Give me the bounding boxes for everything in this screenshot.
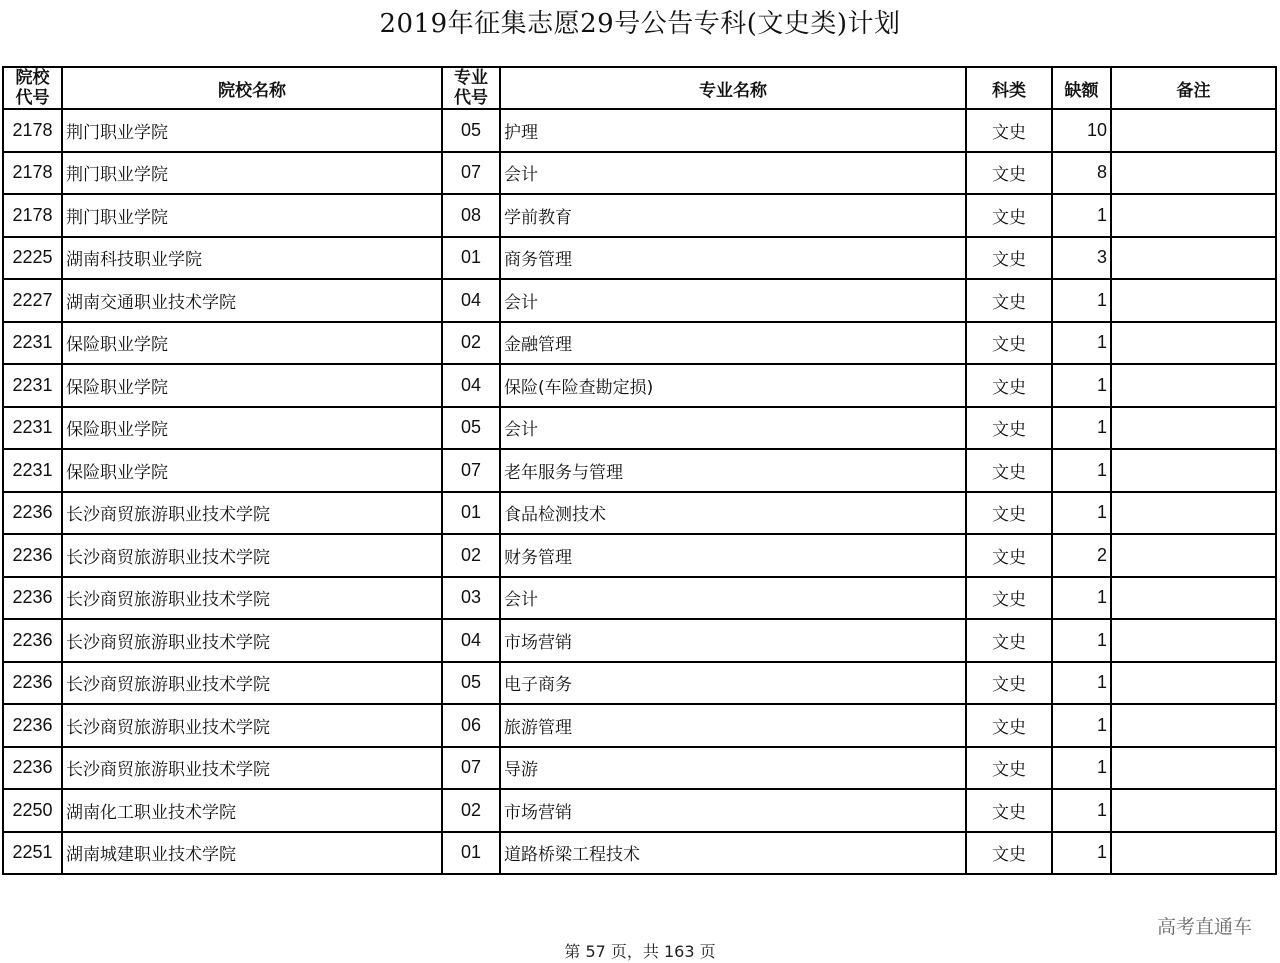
major-code: 04 [442, 364, 500, 407]
header-school-code-line1: 院校 [15, 68, 50, 88]
quota: 1 [1052, 577, 1111, 620]
school-code: 2231 [3, 364, 62, 407]
category: 文史 [966, 619, 1052, 662]
school-code: 2178 [3, 194, 62, 237]
remark [1111, 109, 1276, 152]
school-code: 2231 [3, 449, 62, 492]
school-code: 2236 [3, 577, 62, 620]
header-school-code-line2: 代号 [15, 88, 50, 108]
header-major-code-line2: 代号 [454, 88, 488, 108]
major-name: 市场营销 [500, 619, 966, 662]
page-footer: 第 57 页，共 163 页 [564, 942, 716, 961]
category: 文史 [966, 747, 1052, 790]
school-name: 长沙商贸旅游职业技术学院 [62, 619, 442, 662]
quota: 1 [1052, 662, 1111, 705]
quota: 1 [1052, 832, 1111, 875]
school-name: 长沙商贸旅游职业技术学院 [62, 662, 442, 705]
major-code: 01 [442, 237, 500, 280]
major-name: 会计 [500, 279, 966, 322]
school-name: 长沙商贸旅游职业技术学院 [62, 577, 442, 620]
school-name: 长沙商贸旅游职业技术学院 [62, 704, 442, 747]
school-code: 2178 [3, 152, 62, 195]
quota: 1 [1052, 279, 1111, 322]
category: 文史 [966, 152, 1052, 195]
major-name: 食品检测技术 [500, 492, 966, 535]
school-name: 湖南交通职业技术学院 [62, 279, 442, 322]
major-code: 05 [442, 407, 500, 450]
school-name: 荆门职业学院 [62, 152, 442, 195]
school-code: 2236 [3, 492, 62, 535]
major-code: 07 [442, 152, 500, 195]
header-school-name: 院校名称 [62, 67, 442, 109]
quota: 2 [1052, 534, 1111, 577]
school-name: 湖南化工职业技术学院 [62, 789, 442, 832]
remark [1111, 194, 1276, 237]
table-row [3, 279, 1276, 322]
school-name: 保险职业学院 [62, 322, 442, 365]
major-code: 04 [442, 619, 500, 662]
header-major-code-line1: 专业 [454, 68, 488, 88]
school-code: 2231 [3, 407, 62, 450]
major-name: 学前教育 [500, 194, 966, 237]
category: 文史 [966, 407, 1052, 450]
table-row [3, 619, 1276, 662]
school-code: 2178 [3, 109, 62, 152]
quota: 1 [1052, 449, 1111, 492]
header-quota: 缺额 [1052, 67, 1111, 109]
table-row [3, 662, 1276, 705]
major-name: 电子商务 [500, 662, 966, 705]
school-name: 长沙商贸旅游职业技术学院 [62, 492, 442, 535]
major-name: 市场营销 [500, 789, 966, 832]
major-code: 05 [442, 662, 500, 705]
table-row [3, 109, 1276, 152]
major-name: 道路桥梁工程技术 [500, 832, 966, 875]
school-code: 2231 [3, 322, 62, 365]
table-row [3, 534, 1276, 577]
category: 文史 [966, 279, 1052, 322]
table-row [3, 704, 1276, 747]
major-code: 04 [442, 279, 500, 322]
major-code: 01 [442, 832, 500, 875]
table-row [3, 152, 1276, 195]
table-row [3, 407, 1276, 450]
major-name: 老年服务与管理 [500, 449, 966, 492]
major-name: 会计 [500, 407, 966, 450]
category: 文史 [966, 577, 1052, 620]
school-code: 2236 [3, 747, 62, 790]
category: 文史 [966, 534, 1052, 577]
major-name: 旅游管理 [500, 704, 966, 747]
remark [1111, 577, 1276, 620]
quota: 1 [1052, 364, 1111, 407]
school-code: 2225 [3, 237, 62, 280]
quota: 1 [1052, 619, 1111, 662]
school-code: 2236 [3, 662, 62, 705]
category: 文史 [966, 322, 1052, 365]
major-code: 05 [442, 109, 500, 152]
remark [1111, 407, 1276, 450]
category: 文史 [966, 449, 1052, 492]
quota: 1 [1052, 747, 1111, 790]
remark [1111, 662, 1276, 705]
school-code: 2236 [3, 619, 62, 662]
major-code: 07 [442, 449, 500, 492]
remark [1111, 789, 1276, 832]
category: 文史 [966, 704, 1052, 747]
remark [1111, 322, 1276, 365]
table-row [3, 577, 1276, 620]
quota: 10 [1052, 109, 1111, 152]
school-name: 保险职业学院 [62, 407, 442, 450]
category: 文史 [966, 109, 1052, 152]
header-major-name: 专业名称 [500, 67, 966, 109]
watermark: 高考直通车 [1156, 916, 1252, 938]
major-name: 财务管理 [500, 534, 966, 577]
school-name: 保险职业学院 [62, 449, 442, 492]
school-name: 荆门职业学院 [62, 109, 442, 152]
school-name: 长沙商贸旅游职业技术学院 [62, 534, 442, 577]
quota: 1 [1052, 194, 1111, 237]
table-row [3, 322, 1276, 365]
header-major-code [442, 67, 500, 109]
school-name: 长沙商贸旅游职业技术学院 [62, 747, 442, 790]
quota: 1 [1052, 704, 1111, 747]
quota: 1 [1052, 322, 1111, 365]
major-name: 保险(车险查勘定损) [500, 364, 966, 407]
major-code: 08 [442, 194, 500, 237]
major-code: 01 [442, 492, 500, 535]
school-code: 2236 [3, 704, 62, 747]
remark [1111, 832, 1276, 875]
quota: 1 [1052, 492, 1111, 535]
school-name: 荆门职业学院 [62, 194, 442, 237]
remark [1111, 492, 1276, 535]
school-name: 湖南城建职业技术学院 [62, 832, 442, 875]
remark [1111, 449, 1276, 492]
header-remark: 备注 [1111, 67, 1276, 109]
major-code: 02 [442, 322, 500, 365]
remark [1111, 279, 1276, 322]
table-header-row [3, 67, 1276, 109]
table-row [3, 364, 1276, 407]
plan-table [2, 66, 1277, 875]
category: 文史 [966, 492, 1052, 535]
remark [1111, 237, 1276, 280]
table-row [3, 194, 1276, 237]
table-row [3, 832, 1276, 875]
remark [1111, 619, 1276, 662]
table-row [3, 789, 1276, 832]
major-name: 导游 [500, 747, 966, 790]
major-code: 02 [442, 534, 500, 577]
school-code: 2236 [3, 534, 62, 577]
category: 文史 [966, 789, 1052, 832]
category: 文史 [966, 194, 1052, 237]
quota: 1 [1052, 407, 1111, 450]
major-code: 03 [442, 577, 500, 620]
major-name: 会计 [500, 577, 966, 620]
remark [1111, 747, 1276, 790]
category: 文史 [966, 237, 1052, 280]
page-title: 2019年征集志愿29号公告专科(文史类)计划 [379, 9, 901, 39]
school-code: 2251 [3, 832, 62, 875]
major-code: 02 [442, 789, 500, 832]
table-row [3, 449, 1276, 492]
header-school-code [3, 67, 62, 109]
school-name: 保险职业学院 [62, 364, 442, 407]
table-row [3, 492, 1276, 535]
major-name: 护理 [500, 109, 966, 152]
category: 文史 [966, 364, 1052, 407]
category: 文史 [966, 662, 1052, 705]
header-category: 科类 [966, 67, 1052, 109]
major-name: 会计 [500, 152, 966, 195]
remark [1111, 704, 1276, 747]
school-code: 2250 [3, 789, 62, 832]
table-row [3, 747, 1276, 790]
major-code: 07 [442, 747, 500, 790]
quota: 8 [1052, 152, 1111, 195]
quota: 1 [1052, 789, 1111, 832]
remark [1111, 364, 1276, 407]
major-name: 金融管理 [500, 322, 966, 365]
school-name: 湖南科技职业学院 [62, 237, 442, 280]
remark [1111, 534, 1276, 577]
table-row [3, 237, 1276, 280]
major-name: 商务管理 [500, 237, 966, 280]
major-code: 06 [442, 704, 500, 747]
school-code: 2227 [3, 279, 62, 322]
category: 文史 [966, 832, 1052, 875]
quota: 3 [1052, 237, 1111, 280]
remark [1111, 152, 1276, 195]
